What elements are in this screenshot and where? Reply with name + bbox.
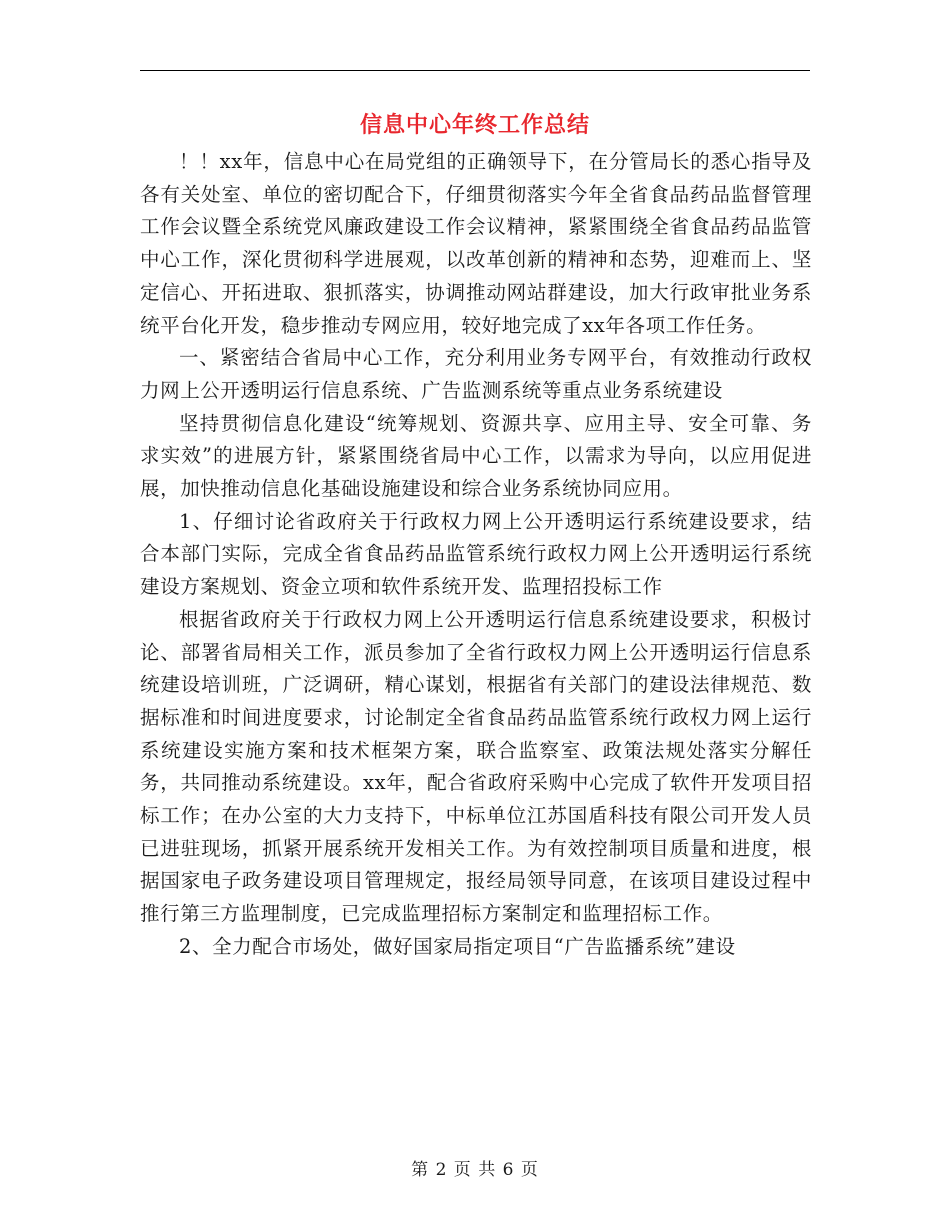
paragraph-item-2-heading: 2、全力配合市场处，做好国家局指定项目“广告监播系统”建设	[179, 934, 736, 958]
document-title: 信息中心年终工作总结	[359, 112, 590, 138]
paragraph-item-1-heading: 1、仔细讨论省政府关于行政权力网上公开透明运行系统建设要求，结合本部门实际，完成全省食品药品监管系统行政权力网上公开透明运行系统建设方案规划、资金立项和软件系统开发、监理招投标工作	[140, 509, 812, 599]
page-number: 第 2 页 共 6 页	[411, 1160, 539, 1180]
paragraph-section-1-heading: 一、紧密结合省局中心工作，充分利用业务专网平台，有效推动行政权力网上公开透明运行信息系统、广告监测系统等重点业务系统建设	[140, 346, 812, 402]
document-body	[140, 146, 812, 964]
header-divider	[140, 70, 810, 71]
paragraph-intro: ！！xx年，信息中心在局党组的正确领导下，在分管局长的悉心指导及各有关处室、单位的密切配合下，仔细贯彻落实今年全省食品药品监督管理工作会议暨全系统党风廉政建设工作会议精神，紧紧围绕全省食品药品监管中心工作，深化贯彻科学进展观，以改革创新的精神和态势，迎难而上、坚定信心、开拓进取、狠抓落实，协调推动网站群建设，加大行政审批业务系统平台化开发，稳步推动专网应用，较好地完成了xx年各项工作任务。	[140, 150, 812, 337]
paragraph-item-1-body: 根据省政府关于行政权力网上公开透明运行信息系统建设要求，积极讨论、部署省局相关工作，派员参加了全省行政权力网上公开透明运行信息系统建设培训班，广泛调研，精心谋划，根据省有关部门的建设法律规范、数据标准和时间进度要求，讨论制定全省食品药品监管系统行政权力网上运行系统建设实施方案和技术框架方案，联合监察室、政策法规处落实分解任务，共同推动系统建设。xx年，配合省政府采购中心完成了软件开发项目招标工作；在办公室的大力支持下，中标单位江苏国盾科技有限公司开发人员已进驻现场，抓紧开展系统开发相关工作。为有效控制项目质量和进度，根据国家电子政务建设项目管理规定，报经局领导同意，在该项目建设过程中推行第三方监理制度，已完成监理招标方案制定和监理招标工作。	[140, 607, 812, 926]
paragraph-section-1-body: 坚持贯彻信息化建设“统筹规划、资源共享、应用主导、安全可靠、务求实效”的进展方针，紧紧围绕省局中心工作，以需求为导向，以应用促进展，加快推动信息化基础设施建设和综合业务系统协同应用。	[140, 411, 812, 501]
